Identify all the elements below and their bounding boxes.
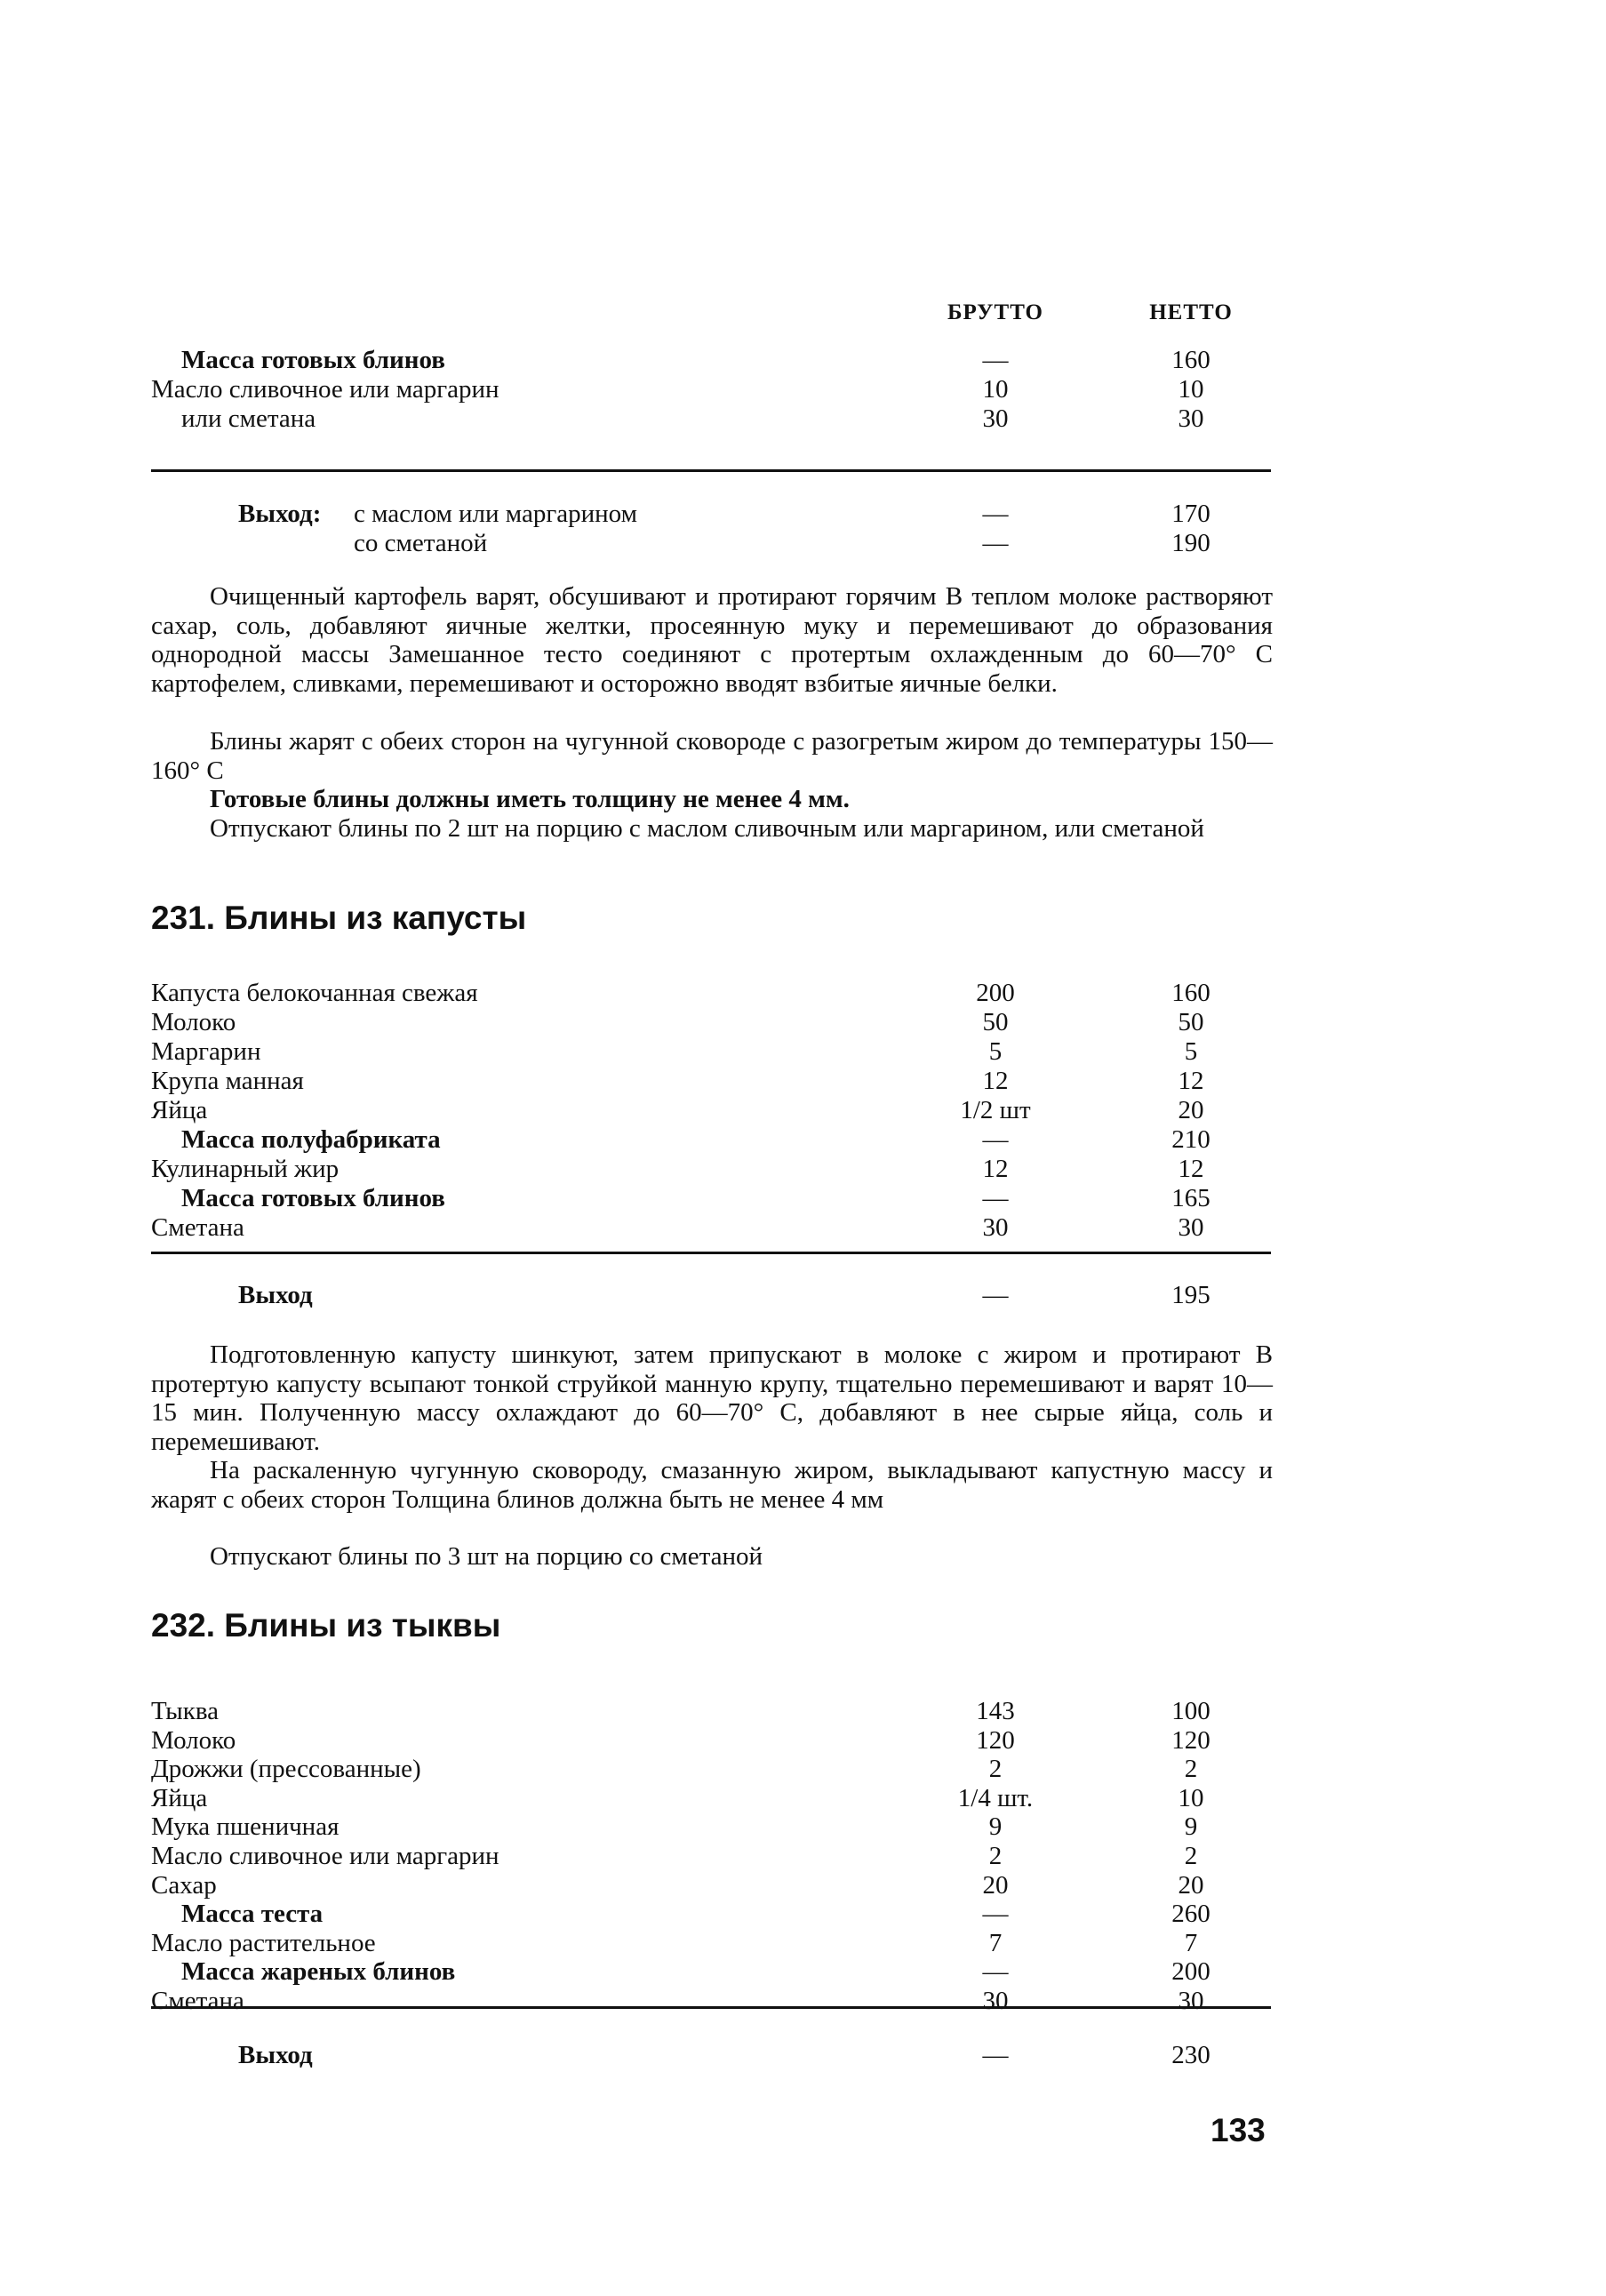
netto-value: 100 [1171, 1697, 1210, 1725]
netto-value: 20 [1178, 1096, 1204, 1124]
yield-row-231 [151, 1280, 1271, 1310]
table-row [151, 1124, 1271, 1155]
yield-brutto: — [982, 1281, 1009, 1309]
yield-netto: 195 [1171, 1281, 1210, 1309]
ingredient-name: Масса полуфабриката [181, 1125, 441, 1154]
brutto-value: 7 [988, 1928, 1003, 1957]
brutto-value: 20 [982, 1870, 1009, 1900]
ingredient-name: Масло сливочное или маргарин [151, 1842, 499, 1870]
yield-row [151, 528, 1271, 558]
brutto-value: 5 [988, 1037, 1003, 1066]
table-row [151, 1812, 1271, 1842]
yield-brutto: — [982, 500, 1009, 528]
netto-value: 2 [1184, 1755, 1198, 1784]
ingredient-name: Капуста белокочанная свежая [151, 979, 478, 1007]
preparation-text-231 [151, 1456, 1273, 1514]
paragraph: Отпускают блины по 2 шт на порцию с маслом сливочным или маргарином, или сметаной [210, 814, 1204, 843]
yield-brutto: — [982, 529, 1009, 557]
brutto-value: 2 [988, 1842, 1003, 1870]
brutto-value: — [982, 1900, 1009, 1929]
column-header-brutto: БРУТТО [947, 300, 1043, 324]
ingredient-name: Тыква [151, 1697, 220, 1725]
brutto-value: 10 [982, 375, 1009, 404]
column-header-netto: НЕТТО [1149, 300, 1233, 324]
brutto-value: 1/2 шт [960, 1096, 1031, 1124]
ingredient-name: Яйца [151, 1783, 208, 1812]
ingredient-name: Масло растительное [151, 1928, 376, 1957]
yield-variant: с маслом или маргарином [354, 500, 637, 528]
table-row [151, 1154, 1271, 1184]
table-row [151, 1095, 1271, 1125]
ingredient-name: Масса готовых блинов [181, 1184, 445, 1212]
netto-value: 30 [1178, 404, 1204, 433]
ingredient-name: Крупа манная [151, 1067, 304, 1095]
brutto-value: — [982, 1957, 1009, 1987]
table-row [151, 404, 1271, 434]
table-row [151, 374, 1271, 404]
ingredient-name: Кулинарный жир [151, 1155, 340, 1183]
paragraph: Отпускают блины по 3 шт на порцию со сметаной [210, 1542, 763, 1571]
paragraph: Блины жарят с обеих сторон на чугунной сковороде с разогретым жиром до температуры 150—160° С [151, 727, 1273, 785]
netto-value: 260 [1171, 1900, 1210, 1929]
paragraph: На раскаленную чугунную сковороду, смазанную жиром, выкладывают капустную массу и жарят с обеих сторон Толщина блинов должна быть не менее 4 мм [151, 1456, 1273, 1514]
netto-value: 120 [1171, 1725, 1210, 1755]
ingredient-name: Молоко [151, 1008, 236, 1036]
brutto-value: — [982, 346, 1009, 374]
brutto-value: 1/4 шт. [957, 1783, 1034, 1812]
ingredient-name: Масса жареных блинов [181, 1957, 456, 1987]
preparation-text [151, 785, 1273, 814]
netto-value: 30 [1178, 1987, 1204, 2015]
recipe-title-232: 232. Блины из тыквы [151, 1607, 501, 1644]
ingredient-name: Сметана [151, 1213, 244, 1242]
table-row [151, 1986, 1271, 2016]
yield-brutto: — [982, 2041, 1009, 2069]
ingredient-name: Сметана [151, 1987, 244, 2015]
ingredient-name: Яйца [151, 1096, 208, 1124]
yield-label: Выход: [238, 500, 322, 528]
table-row [151, 978, 1271, 1008]
table-row [151, 1754, 1271, 1784]
yield-label: Выход [238, 2041, 313, 2069]
netto-value: 210 [1171, 1125, 1210, 1154]
brutto-value: 30 [982, 404, 1009, 433]
netto-value: 200 [1171, 1957, 1210, 1987]
ingredient-name: Масло сливочное или маргарин [151, 375, 499, 404]
table-row [151, 1007, 1271, 1037]
brutto-value: 2 [988, 1755, 1003, 1784]
recipe-title-231: 231. Блины из капусты [151, 900, 527, 936]
preparation-text [151, 727, 1273, 785]
netto-value: 9 [1184, 1812, 1198, 1842]
yield-variant: со сметаной [354, 529, 488, 557]
netto-value: 30 [1178, 1213, 1204, 1242]
table-row [151, 1956, 1271, 1987]
preparation-text-231 [151, 1542, 1273, 1572]
preparation-text-231 [151, 1340, 1273, 1456]
paragraph: Готовые блины должны иметь толщину не менее 4 мм. [210, 785, 850, 813]
yield-row [151, 499, 1271, 529]
table-row [151, 1928, 1271, 1958]
netto-value: 20 [1178, 1870, 1204, 1900]
netto-value: 12 [1178, 1155, 1204, 1183]
netto-value: 165 [1171, 1184, 1210, 1212]
ingredient-name: Мука пшеничная [151, 1812, 340, 1842]
yield-netto: 190 [1171, 529, 1210, 557]
brutto-value: 12 [982, 1155, 1009, 1183]
table-divider [151, 2006, 1271, 2009]
yield-row-232 [151, 2040, 1271, 2070]
table-row [151, 1036, 1271, 1067]
brutto-value: 30 [982, 1987, 1009, 2015]
table-row [151, 1841, 1271, 1871]
ingredient-name: Сахар [151, 1870, 217, 1900]
table-row [151, 1183, 1271, 1213]
table-row [151, 1725, 1271, 1756]
paragraph: Подготовленную капусту шинкуют, затем припускают в молоке с жиром и протирают В протертую капусту всыпают тонкой струйкой манную крупу, тщательно перемешивают и варят 10—15 мин. Полученную массу охлаждают до 60—70° С, добавляют в нее сырые яйца, соль и перемешивают. [151, 1340, 1273, 1456]
yield-netto: 230 [1171, 2041, 1210, 2069]
table-divider [151, 469, 1271, 472]
netto-value: 50 [1178, 1008, 1204, 1036]
netto-value: 7 [1184, 1928, 1198, 1957]
brutto-value: — [982, 1125, 1009, 1154]
paragraph: Очищенный картофель варят, обсушивают и протирают горячим В теплом молоке растворяют сахар, соль, добавляют яичные желтки, просеянную муку и перемешивают до образования однородной массы Замешанное тесто соединяют с протертым охлажденным до 60—70° С картофелем, сливками, перемешивают и осторожно вводят взбитые яичные белки. [151, 582, 1273, 698]
page-number: 133 [1210, 2112, 1266, 2148]
preparation-text [151, 582, 1273, 698]
yield-netto: 170 [1171, 500, 1210, 528]
table-divider [151, 1252, 1271, 1254]
brutto-value: — [982, 1184, 1009, 1212]
ingredient-name: Дрожжи (прессованные) [151, 1755, 421, 1784]
table-row [151, 1066, 1271, 1096]
netto-value: 160 [1171, 979, 1210, 1007]
ingredient-name: Молоко [151, 1725, 236, 1755]
ingredient-name: Маргарин [151, 1037, 261, 1066]
yield-label: Выход [238, 1281, 313, 1309]
brutto-value: 120 [976, 1725, 1015, 1755]
table-row [151, 1696, 1271, 1726]
brutto-value: 12 [982, 1067, 1009, 1095]
netto-value: 12 [1178, 1067, 1204, 1095]
brutto-value: 9 [988, 1812, 1003, 1842]
brutto-value: 50 [982, 1008, 1009, 1036]
ingredient-name: или сметана [181, 404, 316, 433]
preparation-text [151, 814, 1273, 844]
table-row [151, 1783, 1271, 1813]
brutto-value: 200 [976, 979, 1015, 1007]
ingredient-name: Масса теста [181, 1900, 324, 1929]
table-row [151, 1899, 1271, 1929]
netto-value: 10 [1178, 375, 1204, 404]
netto-value: 160 [1171, 346, 1210, 374]
netto-value: 2 [1184, 1842, 1198, 1870]
brutto-value: 30 [982, 1213, 1009, 1242]
netto-value: 5 [1184, 1037, 1198, 1066]
netto-value: 10 [1178, 1783, 1204, 1812]
table-row [151, 345, 1271, 375]
ingredient-name: Масса готовых блинов [181, 346, 445, 374]
brutto-value: 143 [976, 1697, 1015, 1725]
table-row [151, 1212, 1271, 1243]
table-row [151, 1870, 1271, 1900]
